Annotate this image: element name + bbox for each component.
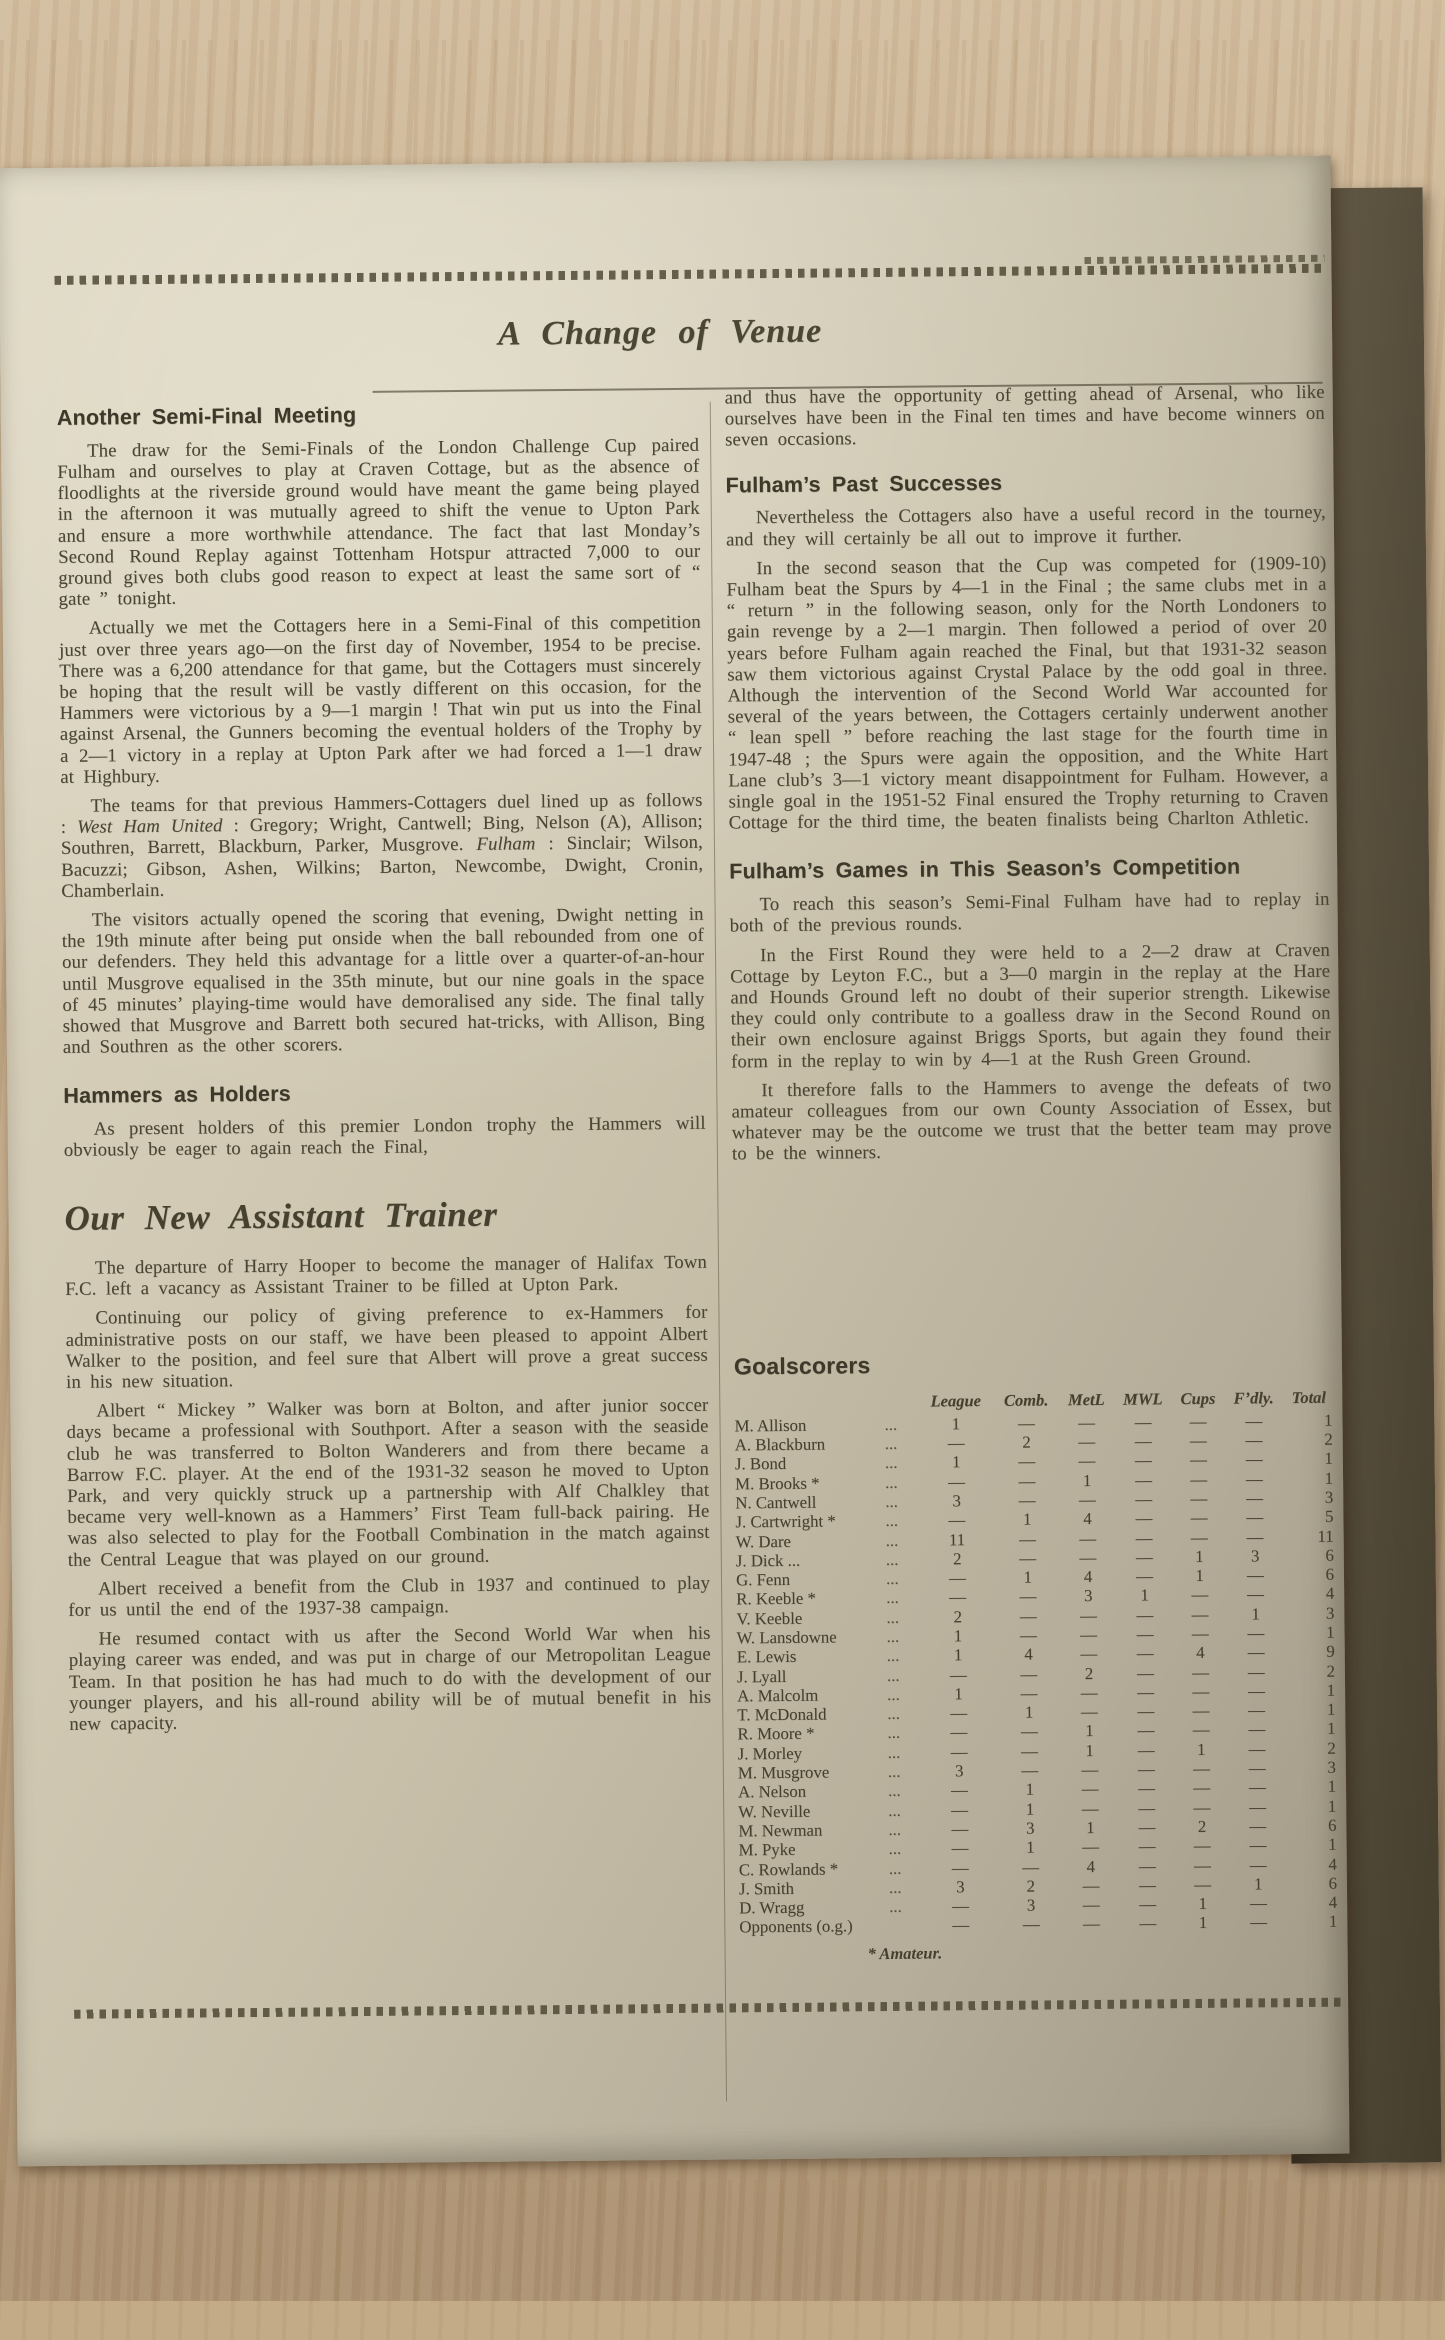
total-value: 9	[1326, 1641, 1335, 1662]
goal-value: —	[1189, 1430, 1207, 1451]
total-value: 1	[1327, 1777, 1337, 1797]
section-heading-another-semi-final-meeting: Another Semi-Final Meeting	[56, 403, 357, 430]
goal-value: 4	[1196, 1643, 1205, 1663]
goal-value: —	[1193, 1836, 1211, 1856]
goal-value: —	[1134, 1450, 1152, 1470]
paragraph: In the First Round they were held to a 2—2 draw at Craven Cottage by Leyton F.C., but a 3—0 margin in the replay at the Hare and Hounds Ground left no doubt of their superior strength. Likewise they could only contribute to a goalless draw in the Second Round on their own enclosure against Briggs Sports, but again they found their form in the replay to win by 4—1 at the Rush Green Ground.	[730, 939, 1331, 1072]
total-value: 6	[1327, 1815, 1337, 1835]
goal-value: 1	[1022, 1509, 1032, 1529]
total-value: 1	[1328, 1912, 1338, 1932]
header-spacer	[734, 1392, 884, 1416]
goal-value: —	[1137, 1759, 1155, 1779]
goal-value: 2	[1084, 1663, 1094, 1683]
dot-leader: ...	[887, 1761, 901, 1782]
decorative-dashed-rule-top	[54, 264, 1326, 285]
goal-value: 1	[1024, 1702, 1034, 1722]
goal-value: —	[950, 1722, 968, 1742]
goal-value: —	[1134, 1431, 1152, 1451]
dot-leader: ...	[885, 1491, 898, 1511]
goal-value: —	[1191, 1585, 1209, 1605]
goal-value: —	[1021, 1760, 1039, 1780]
goal-value: —	[1082, 1875, 1100, 1895]
dot-leader: ...	[885, 1472, 898, 1492]
total-value: 2	[1327, 1738, 1336, 1758]
amateur-footnote: * Amateur.	[867, 1943, 943, 1963]
goal-value: 1	[951, 1414, 961, 1434]
total-value: 1	[1324, 1410, 1333, 1430]
goal-value: —	[1022, 1857, 1040, 1877]
total-value: 3	[1325, 1603, 1335, 1623]
goal-value: —	[1192, 1758, 1210, 1779]
goal-value: —	[1134, 1412, 1152, 1432]
dot-leader: ...	[886, 1646, 900, 1666]
goal-value: 1	[1085, 1740, 1094, 1760]
goal-value: —	[1018, 1451, 1036, 1472]
player-name: A. Nelson	[737, 1782, 807, 1802]
goal-value: 1	[1026, 1837, 1035, 1857]
player-name: N. Cantwell	[735, 1492, 817, 1513]
player-name: M. Newman	[738, 1820, 823, 1841]
goal-value: —	[1193, 1778, 1211, 1798]
goalscorers-table	[734, 1388, 1339, 1937]
total-value: 6	[1325, 1545, 1334, 1565]
goal-value: —	[949, 1664, 967, 1684]
player-name: M. Brooks *	[735, 1473, 820, 1494]
goal-value: —	[1137, 1701, 1155, 1721]
goal-value: 3	[952, 1491, 961, 1511]
dot-leader: ...	[884, 1453, 898, 1473]
goal-value: —	[1245, 1468, 1263, 1489]
goal-value: —	[1139, 1913, 1157, 1934]
goal-value: —	[1249, 1835, 1267, 1855]
goal-value: —	[950, 1703, 968, 1723]
dot-leader: ...	[888, 1800, 901, 1820]
player-name: D. Wragg	[739, 1897, 805, 1918]
player-name: J. Lyall	[736, 1666, 787, 1687]
goal-value: —	[1189, 1411, 1207, 1431]
goal-value: 1	[1140, 1585, 1149, 1605]
paragraph: Actually we met the Cottagers here in a Semi-Final of this competition just over three years ago—on the first day of November, 1954 to be precise. There was a 6,200 attendance for that game, but the Cottagers must sincerely be hoping that the result will be vastly different on this occasion, for the Hammers were victorious by a 9—1 margin ! That win put us into the Final against Arsenal, the Gunners becoming the eventual holders of the Trophy by a 2—1 victory in a replay at Upton Park after we had forced a 1—1 draw at Highbury.	[58, 612, 703, 788]
goal-value: —	[947, 1433, 965, 1453]
goal-value: —	[1136, 1663, 1154, 1683]
dot-leader: ...	[886, 1588, 899, 1608]
wood-grain	[0, 2180, 1445, 2340]
goal-value: 2	[952, 1549, 962, 1569]
dot-leader: ...	[884, 1433, 898, 1454]
goal-value: —	[952, 1896, 970, 1916]
goal-value: —	[1250, 1912, 1268, 1932]
goal-value: 1	[1023, 1567, 1033, 1587]
total-value: 1	[1326, 1680, 1336, 1700]
goal-value: 1	[1195, 1566, 1204, 1586]
goal-value: —	[1190, 1508, 1208, 1528]
paragraph: The departure of Harry Hooper to become the manager of Halifax Town F.C. left a vacancy as Assistant Trainer to be filled at Upton Park.	[65, 1251, 708, 1301]
goal-value: —	[1139, 1894, 1157, 1914]
paragraph-team-lineups	[60, 790, 703, 902]
goal-value: —	[1192, 1662, 1210, 1682]
goal-value: —	[948, 1568, 966, 1588]
player-name: J. Cartwright *	[735, 1511, 836, 1532]
dot-leader: ...	[885, 1511, 899, 1531]
goal-value: —	[1080, 1682, 1098, 1703]
player-name: E. Lewis	[736, 1647, 797, 1667]
dot-leader: ...	[885, 1568, 899, 1589]
dot-leader: ...	[886, 1626, 900, 1646]
goal-value: —	[1193, 1797, 1211, 1817]
goal-value: —	[949, 1587, 967, 1607]
goal-value: —	[1245, 1430, 1263, 1450]
total-value: 1	[1328, 1834, 1337, 1855]
goal-value: —	[1137, 1740, 1155, 1760]
player-name: J. Dick ...	[735, 1550, 801, 1571]
text-run: : Gregory; Wright, Cantwell; Bing, Nelson (A), Allison; Southren, Barrett, Blackburn, Parker, Musgrove.	[60, 810, 703, 860]
paragraph: The draw for the Semi-Finals of the London Challenge Cup paired Fulham and ourselves to play at Craven Cottage, but as the absence of floodlights at the riverside ground would have meant the game being played in the afternoon it was mutually agreed to shift the venue to Upton Park and ensure a more worthwhile attendance. The fact that last Monday’s Second Round Replay against Tottenham Hotspur attracted 7,000 to our ground gives both clubs good reason to expect at least the same sort of “ gate ” tonight.	[57, 434, 701, 611]
total-value: 4	[1328, 1892, 1338, 1912]
section-heading-fulhams-games-this-season: Fulham’s Games in This Season’s Competition	[729, 854, 1241, 884]
goal-value: 1	[953, 1645, 963, 1665]
goal-value: —	[1082, 1837, 1100, 1857]
goal-value: —	[1193, 1855, 1211, 1875]
paragraph: Albert “ Mickey ” Walker was born at Bolton, and after junior soccer days became a professional with Southport. After a season with the seaside club he was transferred to Bolton Wanderers and from there became a Barrow F.C. player. At the end of the 1931-32 season he moved to Upton Park, and very quickly struck up a partnership with Alf Chalkley that became very well-known as a Hammers’ First Team full-back pairing. He was also selected to play for the Football Combination in the match against the Central League that was played on our ground.	[66, 1394, 710, 1571]
dot-leader: ...	[888, 1819, 902, 1839]
goal-value: —	[1138, 1817, 1156, 1837]
goal-value: —	[1136, 1624, 1154, 1644]
column-header-mwl: MWL	[1123, 1389, 1163, 1410]
goal-value: —	[1081, 1760, 1099, 1780]
dot-leader: ...	[887, 1742, 901, 1762]
goal-value: —	[951, 1819, 969, 1839]
goal-value: —	[1079, 1547, 1097, 1567]
dot-leader: ...	[887, 1781, 901, 1801]
right-column	[725, 382, 1333, 1173]
goal-value: 2	[1022, 1432, 1031, 1452]
goal-value: —	[1248, 1719, 1266, 1739]
goal-value: —	[1019, 1625, 1037, 1645]
goal-value: —	[1138, 1836, 1156, 1856]
total-value: 2	[1326, 1661, 1336, 1681]
player-name: A. Blackburn	[734, 1434, 826, 1455]
goal-value: —	[1248, 1777, 1266, 1797]
goal-value: —	[1022, 1914, 1040, 1935]
text-run-italic-west-ham: West Ham United	[76, 815, 223, 838]
goal-value: —	[1078, 1451, 1096, 1471]
dot-leader: ...	[888, 1858, 902, 1878]
goal-value: —	[1249, 1854, 1267, 1875]
goal-value: —	[1081, 1779, 1099, 1799]
goal-value: —	[1247, 1623, 1265, 1643]
goal-value: —	[1020, 1683, 1038, 1703]
dot-leader: ...	[885, 1549, 899, 1569]
total-value: 3	[1324, 1487, 1334, 1507]
goalscorers-heading: Goalscorers	[733, 1352, 871, 1380]
dot-leader: ...	[886, 1607, 900, 1627]
text-run: The teams for that previous Hammers-Cottagers duel lined up as follows :	[60, 789, 703, 839]
goal-value: —	[1192, 1720, 1210, 1740]
goal-value: —	[1137, 1682, 1155, 1702]
goal-value: 1	[1198, 1894, 1208, 1914]
goal-value: —	[1191, 1623, 1209, 1644]
goal-value: —	[1017, 1413, 1035, 1433]
goal-value: —	[1082, 1895, 1100, 1915]
goal-value: —	[1248, 1739, 1266, 1759]
goal-value: 3	[1026, 1895, 1036, 1915]
goal-value: 1	[1253, 1874, 1263, 1894]
goal-value: —	[1247, 1584, 1264, 1604]
section-heading-fulhams-past-successes: Fulham’s Past Successes	[725, 470, 1003, 498]
goal-value: —	[1137, 1720, 1155, 1741]
goal-value: 3	[1250, 1546, 1260, 1566]
goal-value: —	[1194, 1874, 1212, 1894]
goal-value: 4	[1083, 1509, 1092, 1529]
goal-value: —	[1018, 1471, 1036, 1491]
goal-value: —	[1078, 1432, 1096, 1452]
player-name: R. Keeble *	[736, 1589, 816, 1609]
dot-leader: ...	[886, 1665, 900, 1685]
player-name: T. McDonald	[737, 1704, 827, 1725]
column-header-total: Total	[1291, 1388, 1327, 1408]
goal-value: —	[1190, 1527, 1208, 1547]
goal-value: —	[1192, 1681, 1210, 1701]
paragraph: In the second season that the Cup was competed for (1909-10) Fulham beat the Spurs by 4—1 in the Final ; the same clubs met in a “ return ” in the following season, only for the North Londoners to gain revenge by a 2—1 margin. Then followed a period of over 20 years before Fulham again reached the Final, but that 1931-32 season saw them victorious against Crystal Palace by the odd goal in three. Although the intervention of the Second World War accounted for several of the years between, the Cottagers certainly underwent another “ lean spell ” before reaching the last stage for the fourth time in 1947-48 ; the Spurs were again the opposition, and the White Hart Lane club’s 3—1 victory meant disappointment for Fulham. However, a single goal in the 1951-52 Final ensured the Trophy returning to Craven Cottage for the third time, the beaten finalists being Charlton Athletic.	[726, 552, 1329, 834]
goal-value: —	[1135, 1527, 1153, 1548]
player-name: J. Smith	[738, 1878, 795, 1899]
player-name: W. Neville	[738, 1801, 811, 1822]
goal-value: —	[948, 1471, 965, 1492]
goal-value: —	[1135, 1470, 1153, 1490]
goal-value: 3	[1083, 1586, 1093, 1606]
section-heading-hammers-as-holders: Hammers as Holders	[63, 1082, 291, 1109]
goalscorers-section	[734, 1348, 1340, 1965]
goal-value: —	[951, 1857, 969, 1877]
goal-value: 3	[954, 1761, 964, 1781]
goal-value: —	[1246, 1526, 1264, 1547]
goal-value: —	[1080, 1624, 1098, 1645]
goal-value: —	[1080, 1644, 1098, 1664]
goal-value: 1	[1198, 1913, 1208, 1933]
total-value: 1	[1324, 1449, 1333, 1469]
total-value: 4	[1325, 1584, 1335, 1604]
goal-value: —	[1246, 1488, 1264, 1508]
goal-value: —	[1245, 1449, 1263, 1469]
goal-value: —	[1079, 1605, 1097, 1625]
column-header-cups: Cups	[1180, 1389, 1216, 1409]
header-spacer	[884, 1392, 918, 1415]
goal-value: 1	[1082, 1470, 1092, 1490]
goal-value: —	[1247, 1681, 1265, 1701]
goal-value: —	[1249, 1816, 1267, 1836]
goal-value: —	[1247, 1642, 1265, 1662]
goal-value: —	[1019, 1606, 1037, 1626]
total-value: 5	[1324, 1506, 1334, 1526]
page-title: A Change of Venue	[497, 312, 823, 353]
goal-value: —	[1136, 1643, 1154, 1663]
goal-value: —	[950, 1780, 968, 1800]
paragraph-continuation: and thus have the opportunity of getting ahead of Arsenal, who like ourselves have been in the Final ten times and have become winners on seven occasions.	[724, 381, 1325, 451]
goal-value: —	[1248, 1758, 1266, 1778]
goal-value: —	[1135, 1489, 1153, 1509]
text-run: : Sinclair; Wilson, Bacuzzi; Gibson, Ashen, Wilkins; Barton, Newcombe, Dwight, Cronin, Chamberlain.	[61, 832, 704, 902]
column-header-comb: Comb.	[1003, 1390, 1049, 1411]
paragraph: Continuing our policy of giving preference to ex-Hammers for administrative posts on our staff, we have been pleased to appoint Albert Walker to the position, and feel sure that Albert will prove a great success in his new situation.	[65, 1302, 708, 1393]
paragraph: As present holders of this premier London trophy the Hammers will obviously be eager to again reach the Final,	[63, 1112, 706, 1162]
goal-value: —	[951, 1799, 969, 1820]
goal-value: —	[1136, 1566, 1153, 1586]
goal-value: —	[1136, 1605, 1154, 1625]
left-column	[57, 400, 712, 1743]
goal-value: 11	[948, 1529, 966, 1549]
goal-value: —	[1247, 1661, 1265, 1682]
goal-value: —	[1138, 1875, 1156, 1895]
paragraph: He resumed contact with us after the Second World War when his playing career was ended, and was put in charge of our Metropolitan League Team. In that position he has had much to do with the development of our younger players, and his all-round ability will be of mutual benefit in his new capacity.	[68, 1622, 712, 1735]
goal-value: —	[1190, 1469, 1208, 1489]
total-value: 2	[1324, 1429, 1333, 1449]
goal-value: —	[1138, 1855, 1156, 1876]
player-name: W. Lansdowne	[736, 1627, 837, 1648]
player-name: M. Allison	[734, 1415, 807, 1436]
total-value: 11	[1317, 1526, 1334, 1546]
total-value: 6	[1328, 1873, 1338, 1893]
goalscorers-table-body	[734, 1410, 1339, 1937]
decorative-dashed-rule-bottom	[74, 1998, 1342, 2019]
goal-value: 1	[954, 1684, 963, 1704]
goal-value: —	[1135, 1547, 1153, 1567]
goal-value: —	[1190, 1488, 1208, 1508]
player-name: Opponents (o.g.)	[739, 1916, 853, 1937]
goal-value: —	[1020, 1664, 1038, 1684]
player-name: J. Bond	[734, 1454, 787, 1474]
player-name: M. Pyke	[738, 1840, 796, 1860]
goal-value: 1	[1251, 1604, 1260, 1624]
goal-value: —	[1082, 1914, 1100, 1934]
goal-value: —	[1245, 1411, 1263, 1431]
programme-page	[0, 156, 1350, 2167]
text-run-italic-fulham: Fulham	[476, 833, 536, 856]
goal-value: —	[952, 1915, 970, 1935]
player-name: A. Malcolm	[737, 1685, 819, 1706]
decorative-dashed-rule-top-extra	[1084, 255, 1324, 264]
paragraph: Nevertheless the Cottagers also have a useful record in the tourney, and they will certainly be all out to improve it further.	[725, 502, 1326, 551]
goal-value: —	[1018, 1529, 1036, 1549]
total-value: 1	[1327, 1796, 1337, 1816]
goal-value: —	[1138, 1778, 1156, 1798]
goal-value: —	[1190, 1450, 1207, 1470]
goal-value: —	[1078, 1412, 1096, 1432]
goal-value: —	[1135, 1508, 1153, 1528]
goal-value: 1	[1025, 1799, 1035, 1819]
paragraph: The visitors actually opened the scoring that evening, Dwight netting in the 19th minute after being put onside when the ball rebounded from one of our defenders. They held this advantage for a little over a quarter-of-an-hour until Musgrove equalised in the 35th minute, but our nine goals in the space of 45 minutes’ playing-time would have demoralised any side. The final tally showed that Musgrove and Barrett both secured hat-tricks, with Allison, Bing and Southren as the other scorers.	[61, 903, 705, 1059]
goal-value: 2	[953, 1606, 963, 1627]
article-heading-our-new-assistant-trainer: Our New Assistant Trainer	[64, 1194, 498, 1238]
goal-value: 4	[1024, 1644, 1033, 1664]
paragraph: Albert received a benefit from the Club in 1937 and continued to play for us until the end of the 1937-38 campaign.	[68, 1572, 711, 1621]
goal-value: 1	[1085, 1721, 1094, 1741]
goal-value: —	[1246, 1507, 1264, 1527]
goal-value: —	[1079, 1528, 1097, 1548]
total-value: 1	[1326, 1719, 1336, 1739]
goal-value: —	[1246, 1565, 1264, 1585]
dot-leader: ...	[888, 1839, 902, 1859]
column-header-league: League	[930, 1391, 982, 1411]
dot-leader	[889, 1916, 923, 1936]
dot-leader: ...	[884, 1414, 898, 1434]
column-header-fdly: F’dly.	[1233, 1388, 1274, 1409]
player-name: M. Musgrove	[737, 1762, 830, 1783]
dot-leader: ...	[887, 1723, 901, 1743]
goal-value: 1	[1025, 1779, 1035, 1800]
total-value: 1	[1326, 1622, 1335, 1642]
goal-value: —	[1019, 1586, 1037, 1607]
total-value: 3	[1327, 1757, 1336, 1777]
dot-leader: ...	[887, 1684, 900, 1704]
goal-value: —	[1018, 1490, 1036, 1510]
goal-value: 4	[1083, 1567, 1093, 1587]
player-name: R. Moore *	[737, 1724, 815, 1744]
player-name: W. Dare	[735, 1531, 792, 1551]
dot-leader: ...	[888, 1877, 902, 1897]
goal-value: —	[1249, 1797, 1267, 1817]
goal-value: —	[1191, 1604, 1209, 1624]
total-value: 4	[1328, 1854, 1337, 1874]
column-header-metl: MetL	[1067, 1390, 1105, 1410]
goal-value: —	[1081, 1798, 1099, 1818]
goal-value: 4	[1086, 1856, 1096, 1876]
goal-value: —	[1019, 1548, 1037, 1568]
goal-value: 1	[953, 1626, 963, 1646]
paragraph: It therefore falls to the Hammers to avenge the defeats of two amateur colleagues from our own County Association of Essex, but whatever may be the outcome we trust that the better team may prove to be the winners.	[731, 1074, 1332, 1165]
goal-value: —	[951, 1838, 969, 1858]
column-divider-rule	[710, 402, 727, 2102]
dot-leader: ...	[887, 1704, 900, 1724]
paragraph: To reach this season’s Semi-Final Fulham have had to replay in both of the previous rounds.	[729, 888, 1330, 937]
goal-value: —	[1021, 1741, 1038, 1761]
dot-leader: ...	[885, 1530, 899, 1550]
goal-value: —	[1080, 1702, 1098, 1722]
total-value: 1	[1324, 1468, 1334, 1488]
goal-value: —	[1020, 1722, 1038, 1742]
goal-value: —	[1078, 1489, 1096, 1510]
player-name: G. Fenn	[735, 1570, 791, 1590]
goal-value: 1	[1197, 1739, 1206, 1759]
goal-value: 1	[1086, 1817, 1095, 1838]
goal-value: —	[1192, 1701, 1210, 1721]
dot-leader: ...	[889, 1897, 902, 1917]
player-name: J. Morley	[737, 1743, 803, 1764]
goal-value: —	[1249, 1893, 1267, 1913]
total-value: 6	[1325, 1564, 1335, 1584]
goal-value: —	[1248, 1700, 1266, 1720]
total-value: 1	[1326, 1699, 1336, 1719]
player-name: C. Rowlands *	[738, 1859, 839, 1879]
goal-value: 2	[1026, 1876, 1036, 1896]
goal-value: 2	[1197, 1816, 1207, 1836]
goal-value: —	[948, 1510, 966, 1530]
goal-value: 1	[952, 1452, 961, 1472]
goal-value: —	[1138, 1798, 1156, 1818]
player-name: V. Keeble	[736, 1608, 803, 1629]
goal-value: 3	[1025, 1818, 1035, 1838]
goal-value: 3	[956, 1877, 965, 1897]
goal-value: —	[950, 1741, 968, 1762]
goal-value: 1	[1195, 1546, 1204, 1566]
